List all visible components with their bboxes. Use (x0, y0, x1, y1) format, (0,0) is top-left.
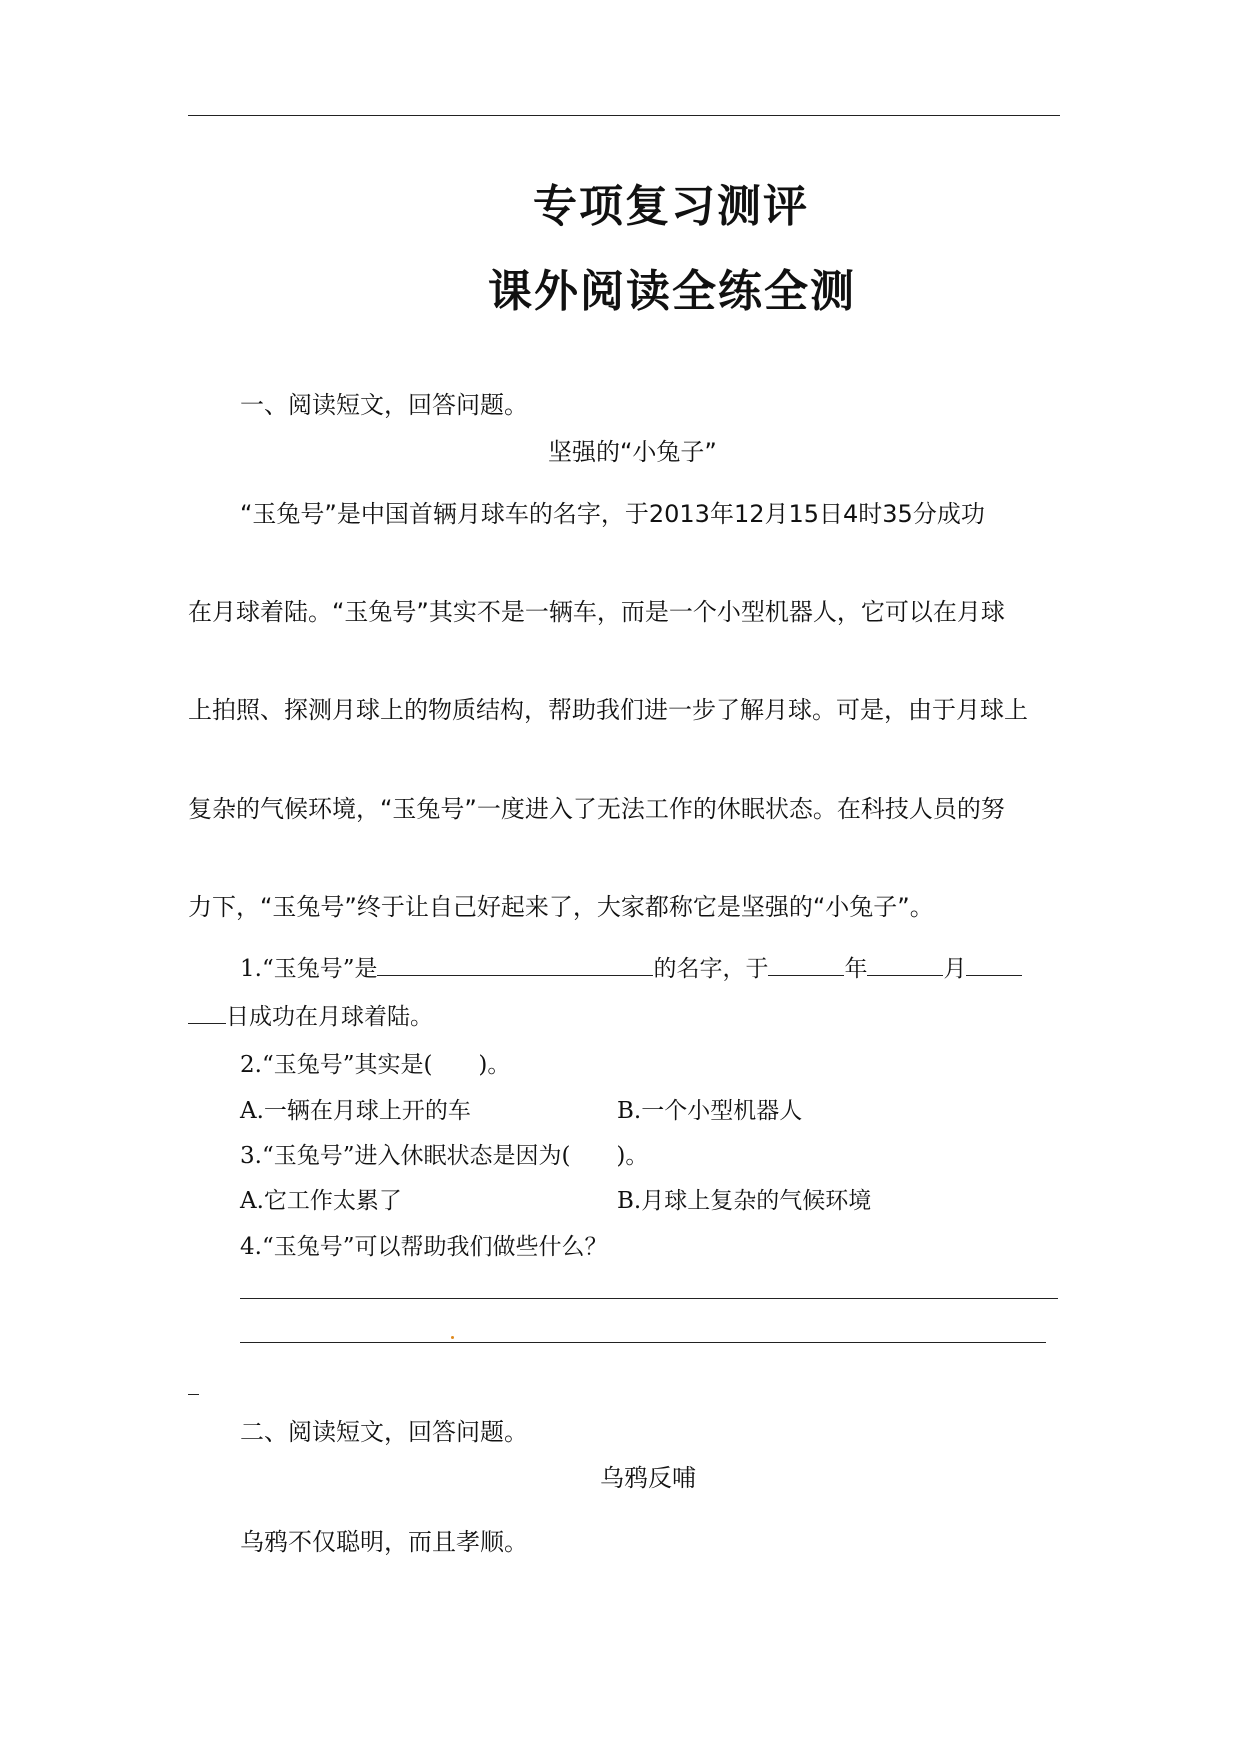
question-1-cont: 日成功在月球着陆。 (226, 1004, 433, 1030)
answer-blank-year[interactable] (768, 951, 844, 976)
passage-1-line: 力下，“玉兔号”终于让自己好起来了，大家都称它是坚强的“小兔子”。 (188, 893, 934, 921)
question-4: 4.“玉兔号”可以帮助我们做些什么？ (240, 1234, 608, 1260)
question-1-continued (188, 998, 433, 1031)
answer-line[interactable] (188, 1394, 199, 1395)
answer-blank-day[interactable] (966, 951, 1022, 976)
answer-blank-name[interactable] (377, 951, 653, 976)
question-3-option-a[interactable]: A.它工作太累了 (240, 1188, 402, 1214)
page-title: 专项复习测评 (533, 181, 809, 232)
question-2-option-a[interactable]: A.一辆在月球上开的车 (240, 1098, 471, 1124)
section-2-heading: 二、阅读短文，回答问题。 (240, 1418, 528, 1446)
question-1-prefix: 1.“玉兔号”是 (240, 956, 378, 982)
answer-line[interactable] (240, 1298, 1058, 1299)
page-subtitle: 课外阅读全练全测 (488, 266, 856, 317)
question-1-mid: 的名字，于 (653, 956, 769, 982)
passage-1-title: 坚强的“小兔子” (548, 438, 717, 466)
passage-2-line: 乌鸦不仅聪明，而且孝顺。 (240, 1528, 528, 1556)
section-1-heading: 一、阅读短文，回答问题。 (240, 391, 528, 419)
answer-blank-month[interactable] (867, 951, 943, 976)
passage-1-line: 上拍照、探测月球上的物质结构，帮助我们进一步了解月球。可是，由于月球上 (188, 696, 1028, 724)
question-3-option-b[interactable]: B.月球上复杂的气候环境 (617, 1188, 872, 1214)
question-1-month-label: 月 (943, 956, 967, 982)
question-2-option-b[interactable]: B.一个小型机器人 (617, 1098, 803, 1124)
passage-1-line: “玉兔号”是中国首辆月球车的名字，于2013年12月15日4时35分成功 (240, 500, 985, 528)
question-3: 3.“玉兔号”进入休眠状态是因为( )。 (240, 1143, 649, 1169)
header-rule (188, 115, 1060, 116)
question-2: 2.“玉兔号”其实是( )。 (240, 1052, 511, 1078)
passage-1-line: 在月球着陆。“玉兔号”其实不是一辆车，而是一个小型机器人，它可以在月球 (188, 598, 1005, 626)
question-1 (240, 950, 1022, 983)
answer-line[interactable] (240, 1342, 1046, 1343)
question-1-year-label: 年 (844, 956, 868, 982)
passage-2-title: 乌鸦反哺 (600, 1464, 696, 1492)
stray-mark (451, 1336, 454, 1339)
passage-1-line: 复杂的气候环境，“玉兔号”一度进入了无法工作的休眠状态。在科技人员的努 (188, 795, 1005, 823)
answer-blank-day-cont[interactable] (188, 999, 226, 1024)
